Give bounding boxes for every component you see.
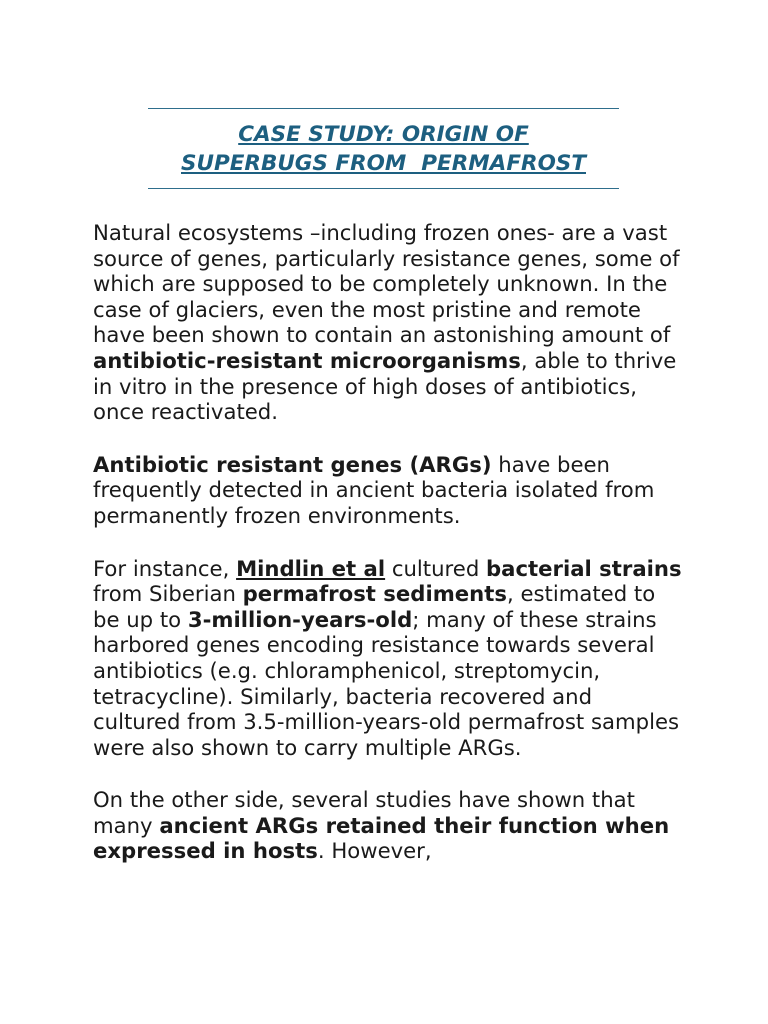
p1-bold-1: antibiotic-resistant microorganisms [93,347,521,373]
paragraph-3 [93,556,683,761]
title-line-1: CASE STUDY: ORIGIN OF [238,122,529,147]
paragraph-4 [93,787,683,864]
document-title [148,120,619,178]
p2-bold-1: Antibiotic resistant genes (ARGs) [93,451,492,477]
p2-text-1: have been frequently detected in ancient bacteria isolated from permanently frozen environments. [93,451,655,528]
p3-text-3: from Siberian [93,581,243,607]
title-top-rule [148,108,619,109]
citation-link[interactable]: Mindlin et al [236,555,386,581]
p3-text-5: ; many of these strains harbored genes encoding resistance towards several antibiotics (e.g. chloramphenicol, streptomycin, tetracycline). Similarly, bacteria recovered and cultured from 3.5-million-years-old permafrost samples were also shown to carry multiple ARGs. [93,606,680,760]
p3-text-4: , estimated to be up to [93,581,656,632]
p4-text-2: . However, [317,838,432,864]
title-line-2: SUPERBUGS FROM PERMAFROST [181,151,586,176]
p1-text-2: , able to thrive in vitro in the presence of high doses of antibiotics, once reactivated. [93,347,677,425]
p4-bold-1: ancient ARGs retained their function when expressed in hosts [93,812,670,864]
p3-bold-2: permafrost sediments [242,581,507,607]
p4-text-1: On the other side, several studies have shown that many [93,787,635,838]
p3-text-2: cultured [385,555,487,581]
p3-text-1: For instance, [93,555,237,581]
p3-bold-3: 3-million-years-old [187,606,413,632]
p3-bold-1: bacterial strains [486,555,682,581]
paragraph-1 [93,220,683,425]
p1-text-1: Natural ecosystems –including frozen ones- are a vast source of genes, particularly resistance genes, some of which are supposed to be completely unknown. In the case of glaciers, even the most pristine and remote have been shown to contain an astonishing amount of [93,220,680,348]
title-bottom-rule [148,188,619,189]
title-block [148,108,619,189]
document-body [93,220,683,891]
paragraph-2 [93,452,683,529]
